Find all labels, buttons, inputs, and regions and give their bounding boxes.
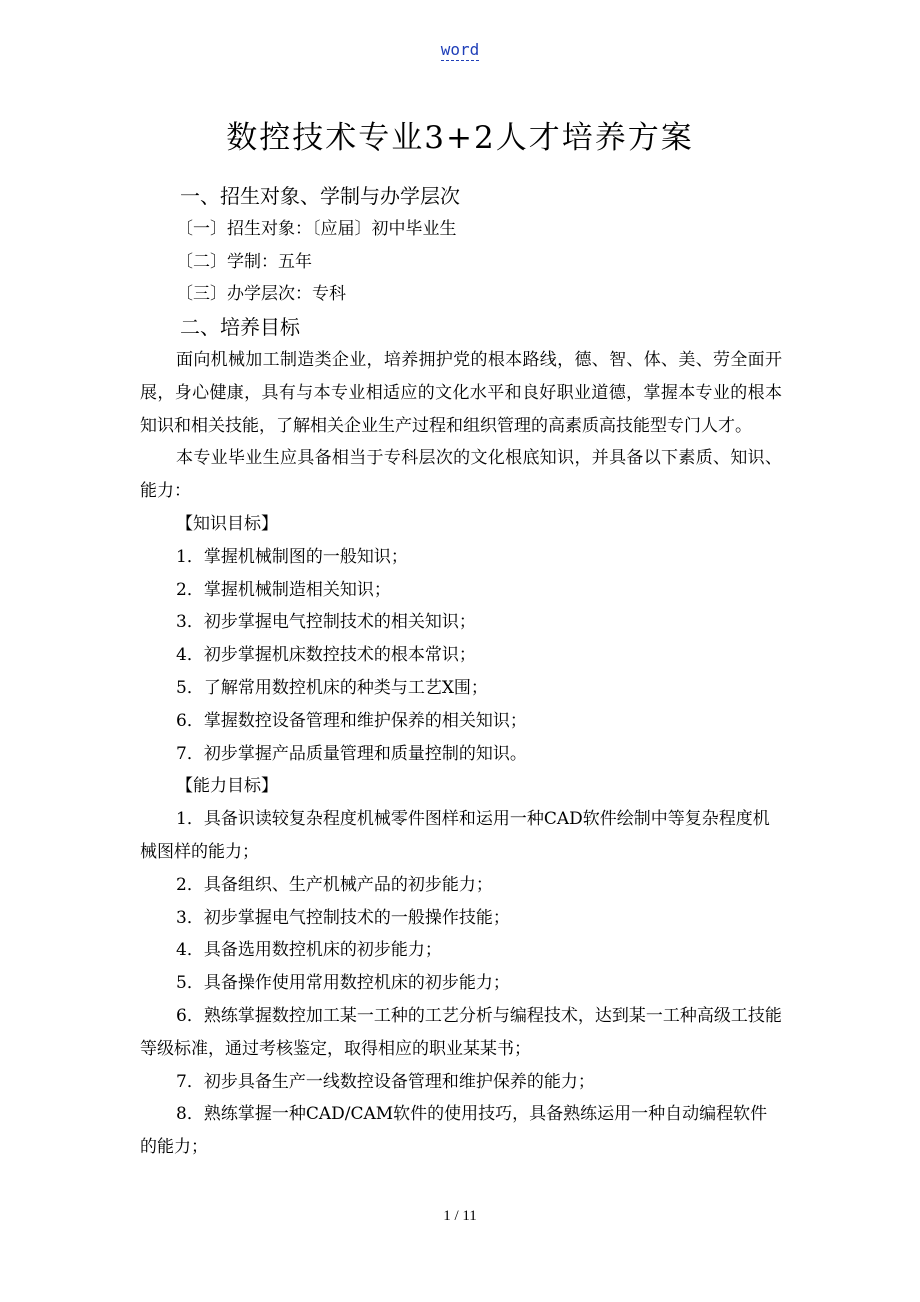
ability-item: 3．初步掌握电气控制技术的一般操作技能； [176,907,510,928]
header-word-link-container [0,40,920,59]
section1-item: 〔二〕学制：五年 [176,251,312,272]
ability-item: 1．具备识读较复杂程度机械零件图样和运用一种CAD软件绘制中等复杂程度机械图样的能力； [140,809,770,862]
document-title: 数控技术专业3+2人才培养方案 [226,120,694,156]
word-link[interactable]: word [440,40,480,59]
knowledge-item: 2．掌握机械制造相关知识； [176,579,391,600]
training-goal-paragraph: 面向机械加工制造类企业，培养拥护党的根本路线，德、智、体、美、劳全面开展，身心健康，具有与本专业相适应的文化水平和良好职业道德，掌握本专业的根本知识和相关技能，了解相关企业生产过程和组织管理的高素质高技能型专门人才。 [140,349,782,436]
knowledge-item: 5．了解常用数控机床的种类与工艺X围； [176,677,488,698]
page-number: 1 / 11 [443,1208,477,1224]
document-body [140,180,782,1164]
ability-item: 2．具备组织、生产机械产品的初步能力； [176,874,493,895]
section1-item: 〔一〕招生对象：〔应届〕初中毕业生 [176,218,457,239]
knowledge-item: 4．初步掌握机床数控技术的根本常识； [176,645,476,666]
ability-item: 6．熟练掌握数控加工某一工种的工艺分析与编程技术，达到某一工种高级工技能等级标准，通过考核鉴定，取得相应的职业某某书； [140,1005,782,1059]
graduate-requirements-paragraph: 本专业毕业生应具备相当于专科层次的文化根底知识，并具备以下素质、知识、能力： [140,448,782,502]
ability-item: 5．具备操作使用常用数控机床的初步能力； [176,973,510,994]
knowledge-item: 3．初步掌握电气控制技术的相关知识； [176,612,476,633]
ability-goals-heading: 【能力目标】 [176,776,278,797]
knowledge-item: 6．掌握数控设备管理和维护保养的相关知识； [176,710,527,731]
section2-heading: 二、培养目标 [180,315,300,340]
section1-heading: 一、招生对象、学制与办学层次 [180,184,460,208]
knowledge-item: 7．初步掌握产品质量管理和质量控制的知识。 [176,743,527,764]
ability-item: 7．初步具备生产一线数控设备管理和维护保养的能力； [176,1071,595,1092]
knowledge-goals-heading: 【知识目标】 [176,513,278,534]
ability-item: 8．熟练掌握一种CAD/CAM软件的使用技巧，具备熟练运用一种自动编程软件的能力； [140,1104,768,1158]
section1-item: 〔三〕办学层次：专科 [176,284,346,305]
ability-item: 4．具备选用数控机床的初步能力； [176,940,442,961]
knowledge-item: 1．掌握机械制图的一般知识； [176,546,408,567]
